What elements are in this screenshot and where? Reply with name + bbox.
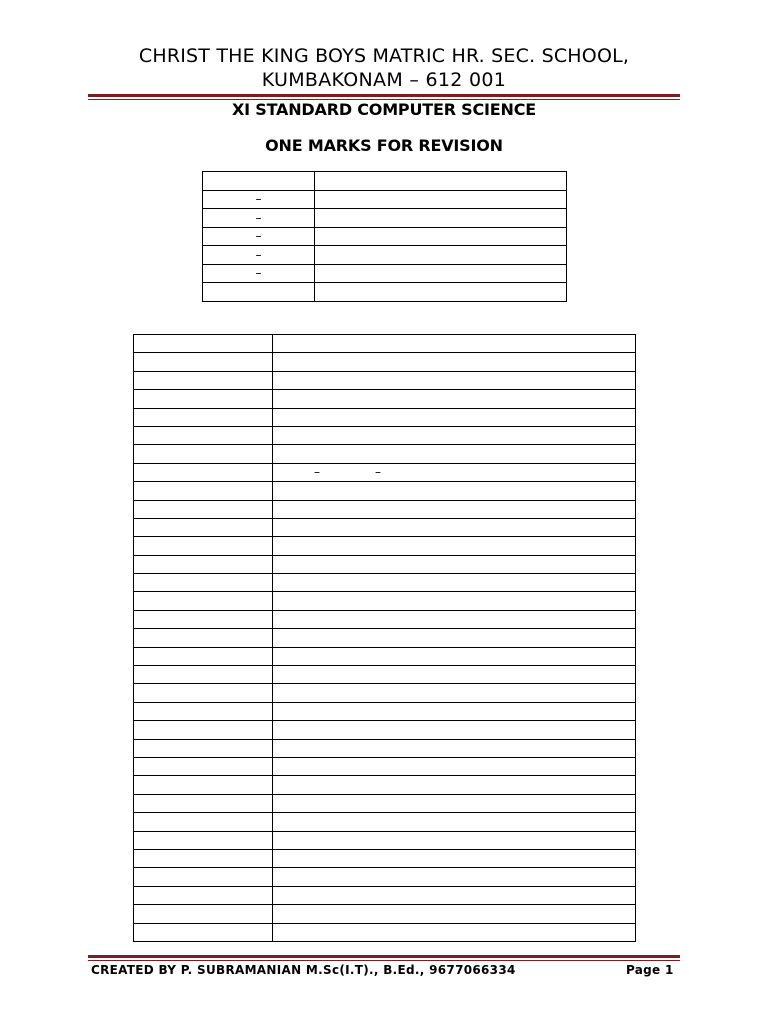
small-table-body xyxy=(203,172,567,302)
table-row xyxy=(134,647,636,665)
table-cell xyxy=(134,831,273,849)
table-row xyxy=(134,353,636,371)
table-row xyxy=(203,172,567,191)
table-row xyxy=(134,831,636,849)
table-row xyxy=(134,629,636,647)
table-cell xyxy=(134,371,273,389)
table-cell xyxy=(273,482,636,500)
answer-key-table-large xyxy=(133,334,636,942)
table-cell xyxy=(273,445,636,463)
table-cell xyxy=(273,500,636,518)
table-cell xyxy=(273,831,636,849)
table-cell xyxy=(203,172,315,191)
table-row xyxy=(203,283,567,302)
table-cell xyxy=(273,923,636,941)
table-row xyxy=(134,739,636,757)
table-row xyxy=(134,518,636,536)
table-row xyxy=(134,905,636,923)
table-cell xyxy=(273,353,636,371)
table-cell xyxy=(134,537,273,555)
table-row xyxy=(134,721,636,739)
table-cell xyxy=(134,849,273,867)
table-row xyxy=(134,482,636,500)
table-cell xyxy=(134,923,273,941)
table-cell xyxy=(134,721,273,739)
footer-rule xyxy=(88,955,680,961)
school-name: CHRIST THE KING BOYS MATRIC HR. SEC. SCHOOL, xyxy=(138,45,630,67)
table-row xyxy=(134,868,636,886)
table-cell xyxy=(315,246,567,265)
table-cell: – xyxy=(203,264,315,283)
table-cell xyxy=(134,335,273,353)
table-row xyxy=(203,264,567,283)
table-cell xyxy=(273,647,636,665)
table-row xyxy=(134,537,636,555)
table-row xyxy=(134,592,636,610)
table-cell xyxy=(134,390,273,408)
table-cell xyxy=(134,463,273,481)
table-cell xyxy=(134,353,273,371)
table-cell xyxy=(134,868,273,886)
table-cell xyxy=(134,647,273,665)
table-row xyxy=(203,246,567,265)
table-cell xyxy=(273,702,636,720)
table-row xyxy=(203,190,567,209)
table-row xyxy=(134,574,636,592)
table-cell xyxy=(203,283,315,302)
table-cell xyxy=(273,335,636,353)
table-cell xyxy=(273,537,636,555)
table-row xyxy=(134,757,636,775)
table-cell xyxy=(273,463,636,481)
table-cell xyxy=(273,408,636,426)
table-cell xyxy=(134,482,273,500)
table-row xyxy=(134,371,636,389)
table-row xyxy=(134,666,636,684)
table-cell xyxy=(134,610,273,628)
table-cell xyxy=(134,426,273,444)
table-row xyxy=(134,500,636,518)
table-cell xyxy=(134,794,273,812)
table-cell xyxy=(134,702,273,720)
table-cell xyxy=(273,371,636,389)
table-cell xyxy=(315,264,567,283)
table-row xyxy=(134,886,636,904)
table-row xyxy=(134,335,636,353)
table-cell: – xyxy=(203,227,315,246)
table-cell xyxy=(273,555,636,573)
table-cell xyxy=(273,592,636,610)
table-cell xyxy=(273,610,636,628)
table-cell xyxy=(273,776,636,794)
table-cell xyxy=(315,190,567,209)
table-cell xyxy=(315,283,567,302)
table-cell xyxy=(273,905,636,923)
table-row xyxy=(134,702,636,720)
table-cell xyxy=(273,721,636,739)
table-cell xyxy=(273,666,636,684)
table-row xyxy=(134,426,636,444)
table-row xyxy=(134,445,636,463)
table-cell: – xyxy=(203,190,315,209)
table-cell xyxy=(134,555,273,573)
table-cell xyxy=(273,794,636,812)
section-title: ONE MARKS FOR REVISION xyxy=(265,136,503,155)
dash-mark: – xyxy=(314,465,320,480)
dash-pair xyxy=(273,465,635,480)
large-table-body xyxy=(134,335,636,942)
table-row xyxy=(134,813,636,831)
table-cell xyxy=(273,849,636,867)
table-cell xyxy=(134,776,273,794)
table-cell xyxy=(273,813,636,831)
table-row xyxy=(134,390,636,408)
table-cell xyxy=(134,408,273,426)
table-row xyxy=(134,610,636,628)
table-cell xyxy=(273,518,636,536)
table-cell xyxy=(134,500,273,518)
table-row xyxy=(134,463,636,481)
footer-page-number: Page 1 xyxy=(626,963,674,977)
table-cell xyxy=(134,739,273,757)
table-cell xyxy=(134,518,273,536)
table-row xyxy=(134,776,636,794)
table-cell xyxy=(273,426,636,444)
table-row xyxy=(203,227,567,246)
table-cell xyxy=(273,390,636,408)
table-cell xyxy=(273,739,636,757)
table-cell xyxy=(315,209,567,228)
table-row xyxy=(134,684,636,702)
footer-author: CREATED BY P. SUBRAMANIAN M.Sc(I.T)., B.Ed., 9677066334 xyxy=(91,963,516,977)
table-cell xyxy=(315,172,567,191)
school-address: KUMBAKONAM – 612 001 xyxy=(261,69,507,91)
table-cell xyxy=(134,666,273,684)
table-cell xyxy=(134,757,273,775)
table-cell xyxy=(134,886,273,904)
table-cell: – xyxy=(203,246,315,265)
table-cell xyxy=(273,868,636,886)
table-row xyxy=(134,555,636,573)
dash-mark: – xyxy=(375,465,381,480)
table-row xyxy=(134,408,636,426)
table-cell xyxy=(273,574,636,592)
table-row xyxy=(134,849,636,867)
table-cell xyxy=(134,629,273,647)
table-cell xyxy=(134,445,273,463)
table-cell xyxy=(273,886,636,904)
answer-key-table-small xyxy=(202,171,567,302)
table-cell xyxy=(273,629,636,647)
table-row xyxy=(134,794,636,812)
table-cell xyxy=(134,813,273,831)
table-cell xyxy=(134,592,273,610)
table-cell xyxy=(315,227,567,246)
table-cell xyxy=(134,574,273,592)
table-cell xyxy=(273,684,636,702)
table-row xyxy=(203,209,567,228)
table-cell xyxy=(134,684,273,702)
table-cell xyxy=(134,905,273,923)
standard-title: XI STANDARD COMPUTER SCIENCE xyxy=(232,100,536,119)
table-cell: – xyxy=(203,209,315,228)
table-cell xyxy=(273,757,636,775)
table-row xyxy=(134,923,636,941)
